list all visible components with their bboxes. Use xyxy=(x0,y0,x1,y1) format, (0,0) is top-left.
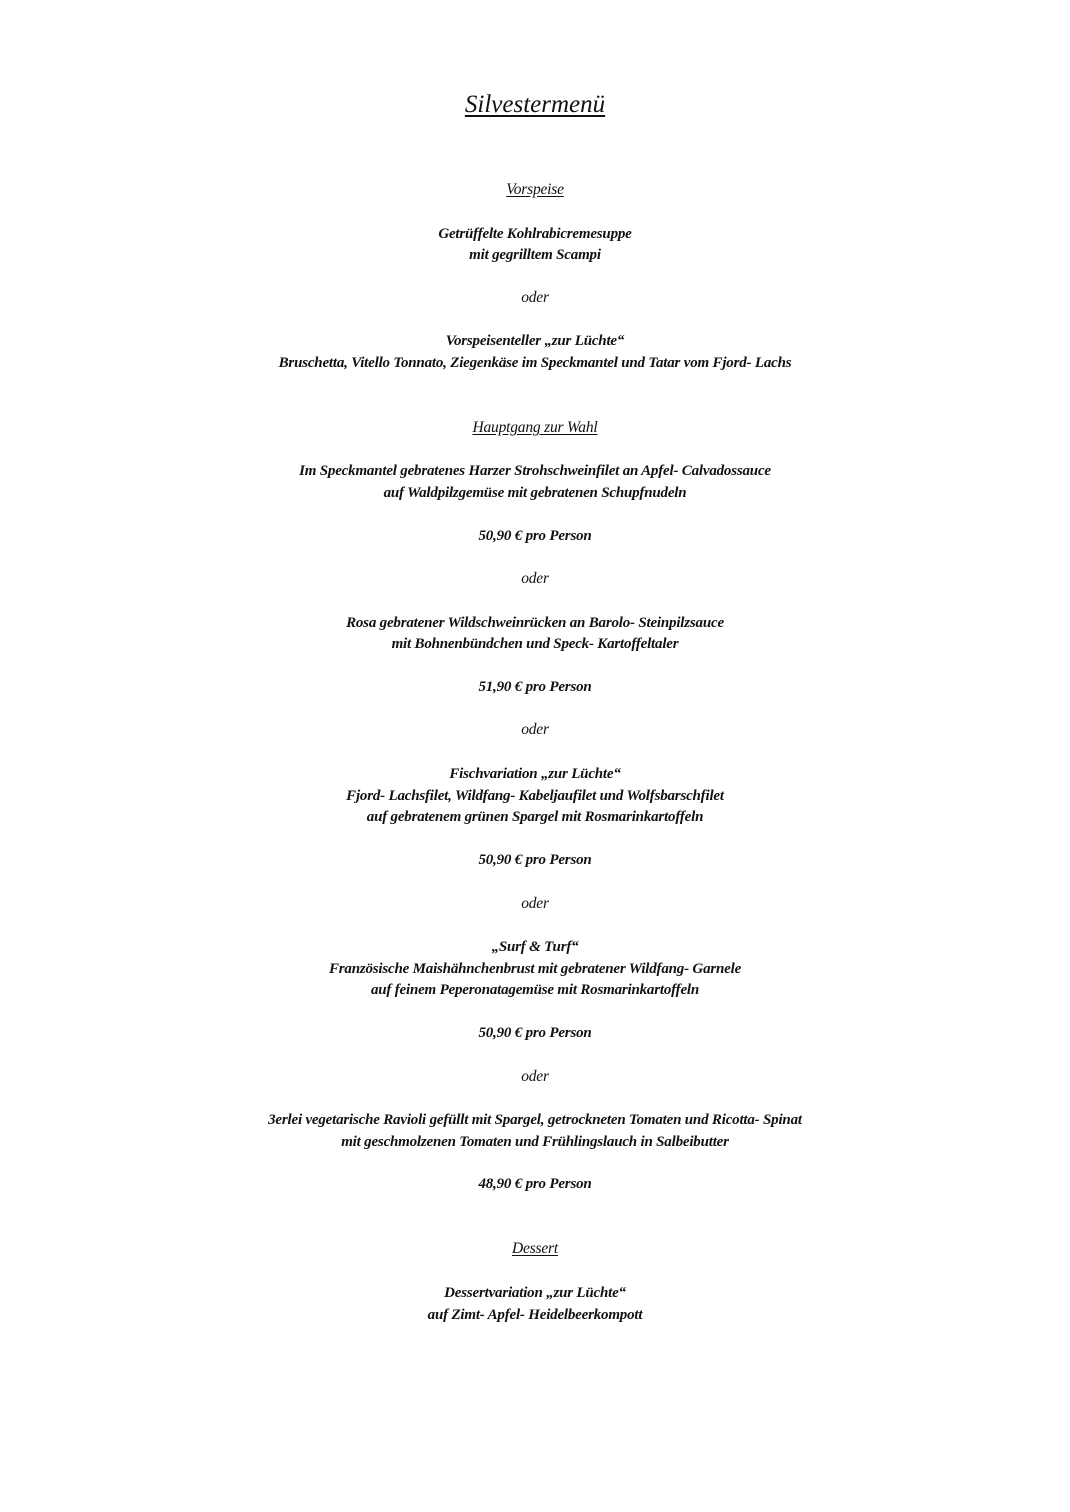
separator-oder: oder xyxy=(521,289,549,306)
separator-oder: oder xyxy=(521,895,549,912)
dessert-line-1: Dessertvariation „zur Lüchte“ xyxy=(444,1285,626,1301)
main-4-line-1: „Surf & Turf“ xyxy=(491,939,579,955)
main-3-line-1: Fischvariation „zur Lüchte“ xyxy=(449,766,621,782)
dessert-line-2: auf Zimt- Apfel- Heidelbeerkompott xyxy=(427,1307,643,1323)
starter-1-line-2: mit gegrilltem Scampi xyxy=(469,247,601,263)
main-5-price: 48,90 € pro Person xyxy=(478,1176,592,1192)
main-2-line-2: mit Bohnenbündchen und Speck- Kartoffeltaler xyxy=(391,636,679,652)
main-4-line-3: auf feinem Peperonatagemüse mit Rosmarinkartoffeln xyxy=(370,982,700,998)
main-5-line-1: 3erlei vegetarische Ravioli gefüllt mit Spargel, getrockneten Tomaten und Ricotta- Spinat xyxy=(268,1112,802,1128)
separator-oder: oder xyxy=(521,1068,549,1085)
main-3-price: 50,90 € pro Person xyxy=(478,852,592,868)
main-4-price: 50,90 € pro Person xyxy=(478,1025,592,1041)
section-heading-dessert: Dessert xyxy=(512,1240,558,1257)
section-heading-hauptgang: Hauptgang zur Wahl xyxy=(472,419,598,436)
starter-2-line-1: Vorspeisenteller „zur Lüchte“ xyxy=(445,333,625,349)
section-heading-vorspeise: Vorspeise xyxy=(506,181,564,198)
main-2-line-1: Rosa gebratener Wildschweinrücken an Barolo- Steinpilzsauce xyxy=(346,615,724,631)
main-5-line-2: mit geschmolzenen Tomaten und Frühlingslauch in Salbeibutter xyxy=(341,1134,729,1150)
main-3-line-3: auf gebratenem grünen Spargel mit Rosmarinkartoffeln xyxy=(366,809,704,825)
starter-2-line-2: Bruschetta, Vitello Tonnato, Ziegenkäse im Speckmantel und Tatar vom Fjord- Lachs xyxy=(278,355,792,371)
main-1-line-2: auf Waldpilzgemüse mit gebratenen Schupfnudeln xyxy=(383,485,687,501)
main-1-price: 50,90 € pro Person xyxy=(478,528,592,544)
starter-1-line-1: Getrüffelte Kohlrabicremesuppe xyxy=(438,226,632,242)
main-1-line-1: Im Speckmantel gebratenes Harzer Strohschweinfilet an Apfel- Calvadossauce xyxy=(299,463,771,479)
main-3-line-2: Fjord- Lachsfilet, Wildfang- Kabeljaufilet und Wolfsbarschfilet xyxy=(346,788,724,804)
main-4-line-2: Französische Maishähnchenbrust mit gebratener Wildfang- Garnele xyxy=(328,961,742,977)
page-title: Silvestermenü xyxy=(464,91,606,118)
main-2-price: 51,90 € pro Person xyxy=(478,679,592,695)
separator-oder: oder xyxy=(521,570,549,587)
separator-oder: oder xyxy=(521,721,549,738)
